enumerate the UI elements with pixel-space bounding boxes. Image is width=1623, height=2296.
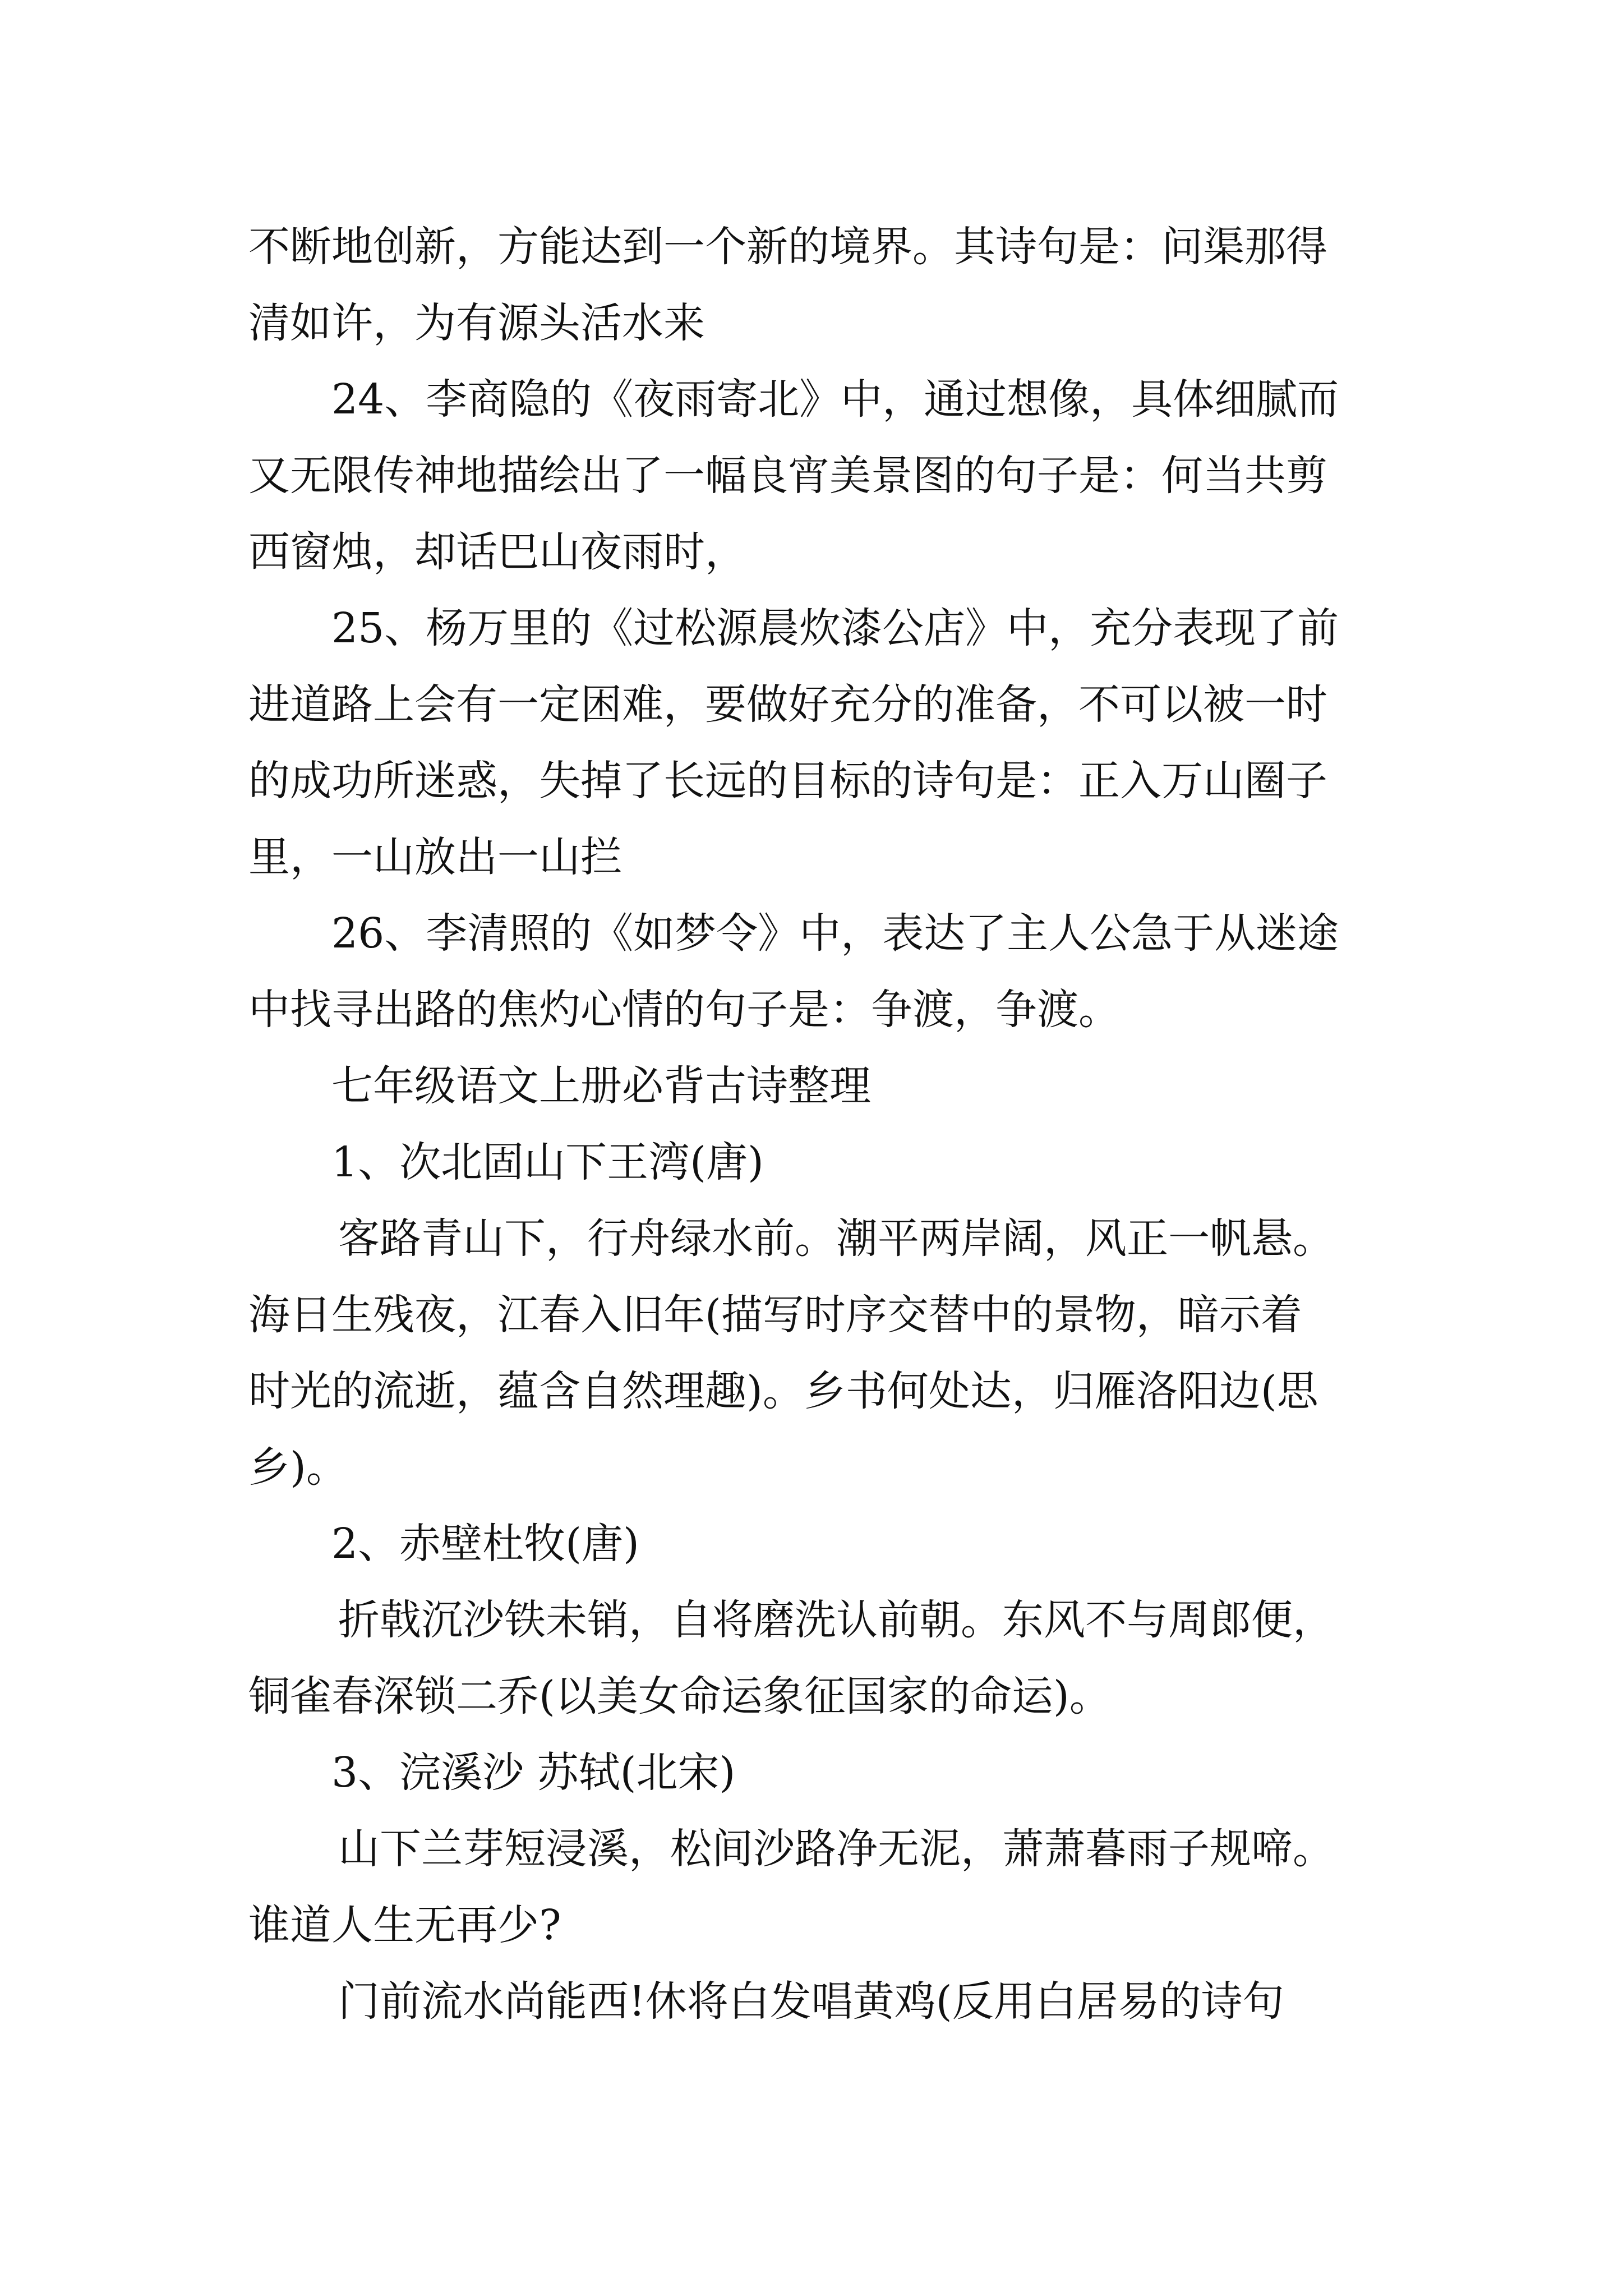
section-heading (248, 1048, 1381, 1124)
paragraph-23-continuation (248, 209, 1381, 361)
text-line-content: 26、李清照的《如梦令》中，表达了主人公急于从迷途 (331, 909, 1339, 958)
poem-body-3 (248, 1811, 1381, 1963)
text-line-content: 山下兰芽短浸溪，松间沙路净无泥，萧萧暮雨子规啼。 (338, 1825, 1334, 1873)
poem-title-3 (248, 1734, 1381, 1811)
text-line (248, 590, 1381, 666)
paragraph-item-26 (248, 895, 1381, 1048)
text-line (248, 1963, 1381, 2040)
text-line: 西窗烛，却话巴山夜雨时， (248, 528, 746, 576)
text-line: 里，一山放出一山拦 (248, 833, 622, 881)
text-line: 又无限传神地描绘出了一幅良宵美景图的句子是：何当共剪 (248, 452, 1327, 500)
text-line: 乡)。 (248, 1443, 348, 1492)
text-line (248, 361, 1381, 438)
poem-body-1 (248, 1200, 1381, 1506)
text-line (248, 1582, 1381, 1658)
text-line-content: 24、李商隐的《夜雨寄北》中，通过想像，具体细腻而 (331, 375, 1339, 424)
text-line: 不断地创新，方能达到一个新的境界。其诗句是：问渠那得 (248, 223, 1327, 271)
poem-title-2 (248, 1506, 1381, 1582)
text-line (248, 1811, 1381, 1887)
text-line (248, 1048, 1381, 1124)
text-line (248, 1506, 1381, 1582)
poem-title: 3、浣溪沙 苏轼(北宋) (331, 1749, 736, 1797)
text-line-content: 门前流水尚能西!休将白发唱黄鸡(反用白居易的诗句 (338, 1977, 1284, 2026)
text-line-content: 25、杨万里的《过松源晨炊漆公店》中，充分表现了前 (331, 604, 1339, 652)
text-line-content: 折戟沉沙铁未销，自将磨洗认前朝。东风不与周郎便， (338, 1596, 1334, 1644)
poem-title-1 (248, 1124, 1381, 1200)
poem-body-2 (248, 1582, 1381, 1734)
text-line-content: 客路青山下，行舟绿水前。潮平两岸阔，风正一帆悬。 (338, 1214, 1334, 1263)
poem-body-3-continued (248, 1963, 1381, 2040)
poem-title: 2、赤壁杜牧(唐) (331, 1520, 639, 1568)
section-title: 七年级语文上册必背古诗整理 (331, 1062, 871, 1110)
paragraph-item-24 (248, 361, 1381, 590)
text-line: 中找寻出路的焦灼心情的句子是：争渡，争渡。 (248, 986, 1120, 1034)
paragraph-item-25 (248, 590, 1381, 895)
text-line: 清如许，为有源头活水来 (248, 299, 705, 347)
text-line: 时光的流逝，蕴含自然理趣)。乡书何处达，归雁洛阳边(思 (248, 1367, 1318, 1415)
text-line (248, 1734, 1381, 1811)
text-line: 进道路上会有一定困难，要做好充分的准备，不可以被一时 (248, 680, 1327, 729)
text-line: 铜雀春深锁二乔(以美女命运象征国家的命运)。 (248, 1672, 1111, 1720)
text-line (248, 1124, 1381, 1200)
text-line (248, 1200, 1381, 1277)
document-body (248, 209, 1381, 2040)
text-line: 谁道人生无再少? (248, 1901, 561, 1949)
text-line: 海日生残夜，江春入旧年(描写时序交替中的景物，暗示着 (248, 1291, 1302, 1339)
text-line (248, 895, 1381, 972)
text-line: 的成功所迷惑，失掉了长远的目标的诗句是：正入万山圈子 (248, 757, 1327, 805)
poem-title: 1、次北固山下王湾(唐) (331, 1138, 764, 1186)
